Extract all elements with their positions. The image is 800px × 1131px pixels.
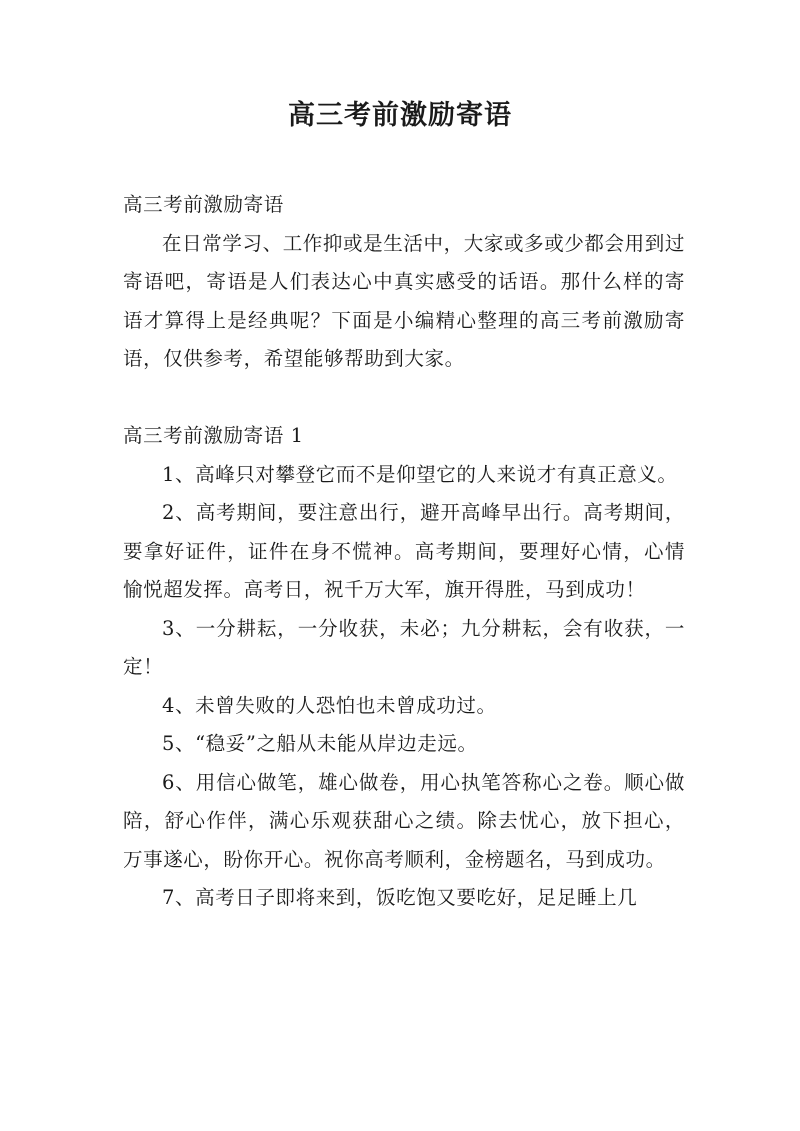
list-item: 2、高考期间，要注意出行，避开高峰早出行。高考期间，要拿好证件，证件在身不慌神。高考期间，要理好心情，心情愉悦超发挥。高考日，祝千万大军，旗开得胜，马到成功！ [123, 501, 685, 601]
part-heading: 高三考前激励寄语 1 [123, 424, 304, 447]
intro-paragraph: 在日常学习、工作抑或是生活中，大家或多或少都会用到过寄语吧，寄语是人们表达心中真实感受的话语。那什么样的寄语才算得上是经典呢？下面是小编精心整理的高三考前激励寄语，仅供参考，希望能够帮助到大家。 [123, 231, 685, 370]
list-item: 4、未曾失败的人恐怕也未曾成功过。 [162, 693, 497, 717]
list-item: 1、高峰只对攀登它而不是仰望它的人来说才有真正意义。 [162, 462, 678, 486]
list-item: 7、高考日子即将来到，饭吃饱又要吃好，足足睡上几 [162, 886, 638, 909]
paragraph-spacer [123, 379, 685, 418]
list-item: 6、用信心做笔，雄心做卷，用心执笔答称心之卷。顺心做陪，舒心作伴，满心乐观获甜心之绩。除去忧心，放下担心，万事遂心，盼你开心。祝你高考顺利，金榜题名，马到成功。 [123, 770, 685, 871]
document-body [123, 186, 685, 918]
list-item: 5、“稳妥”之船从未能从岸边走远。 [162, 732, 478, 755]
document-title: 高三考前激励寄语 [288, 100, 512, 131]
list-item: 3、一分耕耘，一分收获，未必；九分耕耘，会有收获，一定！ [123, 616, 685, 678]
section-heading: 高三考前激励寄语 [123, 193, 284, 216]
